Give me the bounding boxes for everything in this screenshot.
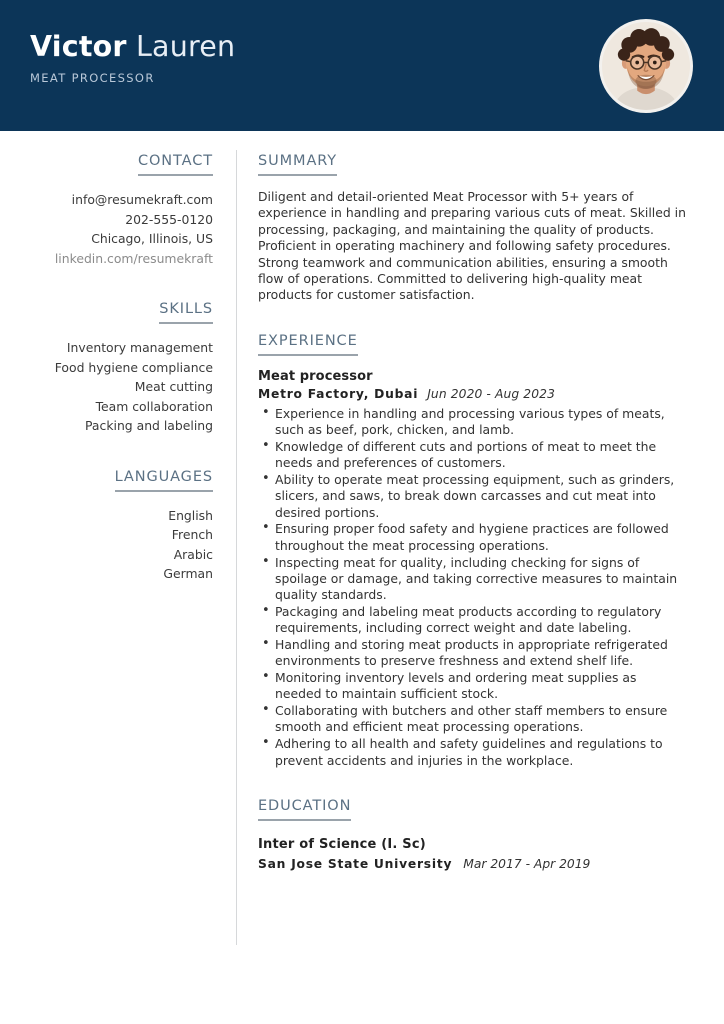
list-item: German <box>163 566 213 581</box>
contact-list <box>0 190 213 268</box>
list-item: • Knowledge of different cuts and portions of meat to meet the needs and preferences of customers. <box>275 439 686 472</box>
first-name: Victor <box>30 30 127 63</box>
profile-photo-icon <box>602 22 690 110</box>
list-item: French <box>171 527 213 542</box>
list-item: • Collaborating with butchers and other staff members to ensure smooth and efficient meat processing operations. <box>275 703 686 736</box>
languages-list <box>0 506 213 584</box>
summary-section <box>258 150 686 304</box>
contact-heading: CONTACT <box>138 153 213 176</box>
list-item: • Monitoring inventory levels and ordering meat supplies as needed to maintain sufficient stock. <box>275 670 686 703</box>
education-entry <box>258 837 686 871</box>
languages-section <box>0 466 213 584</box>
list-item: Packing and labeling <box>85 418 213 433</box>
summary-text: Diligent and detail-oriented Meat Processor with 5+ years of experience in handling and preparing various cuts of meat. Skilled in processing, packaging, and maintaining the quality of products. Proficient in operating machinery and following safety procedures. Strong teamwork and communication abilities, ensuring a smooth flow of operations. Committed to delivering high-quality meat products for customer satisfaction. <box>258 189 686 303</box>
list-item: • Ability to operate meat processing equipment, such as grinders, slicers, and saws, to break down carcasses and cut meat into desired portions. <box>275 472 686 521</box>
experience-dates: Jun 2020 - Aug 2023 <box>427 386 555 401</box>
list-item: • Packaging and labeling meat products according to regulatory requirements, including correct weight and date labeling. <box>275 604 686 637</box>
contact-section <box>0 150 213 268</box>
list-item: Food hygiene compliance <box>54 359 213 375</box>
last-name <box>127 30 136 63</box>
experience-role: Meat processor <box>258 368 373 384</box>
contact-location: Chicago, Illinois, US <box>91 231 213 246</box>
experience-company: Metro Factory, Dubai <box>258 386 419 401</box>
education-meta <box>258 857 686 871</box>
column-divider <box>236 150 237 945</box>
education-dates: Mar 2017 - Apr 2019 <box>463 856 591 871</box>
list-item: Meat cutting <box>134 379 213 394</box>
education-heading: EDUCATION <box>258 798 351 821</box>
contact-linkedin[interactable]: linkedin.com/resumekraft <box>54 250 213 266</box>
languages-heading: LANGUAGES <box>115 469 213 492</box>
last-name-text: Lauren <box>135 30 236 63</box>
contact-email[interactable]: info@resumekraft.com <box>71 192 213 207</box>
skills-list <box>0 338 213 436</box>
education-degree: Inter of Science (I. Sc) <box>258 836 426 852</box>
summary-heading: SUMMARY <box>258 153 337 176</box>
list-item: • Handling and storing meat products in appropriate refrigerated environments to preserve freshness and extend shelf life. <box>275 637 686 670</box>
list-item: • Experience in handling and processing various types of meats, such as beef, pork, chicken, and lamb. <box>275 406 686 439</box>
education-school: San Jose State University <box>258 856 453 871</box>
full-name <box>30 30 235 64</box>
main-content <box>258 150 686 897</box>
experience-entry <box>258 369 686 769</box>
list-item: Inventory management <box>66 340 213 355</box>
list-item: • Ensuring proper food safety and hygiene practices are followed throughout the meat processing operations. <box>275 521 686 554</box>
list-item: English <box>168 507 213 523</box>
avatar <box>599 19 693 113</box>
skills-section <box>0 298 213 436</box>
sidebar <box>0 150 213 614</box>
skills-heading: SKILLS <box>159 301 213 324</box>
header-text-block <box>30 30 235 85</box>
experience-heading: EXPERIENCE <box>258 333 358 356</box>
list-item: • Inspecting meat for quality, including checking for signs of spoilage or damage, and taking corrective measures to maintain quality standards. <box>275 555 686 604</box>
experience-section <box>258 330 686 769</box>
experience-bullets <box>258 406 686 769</box>
experience-meta <box>258 387 686 401</box>
education-section <box>258 795 686 871</box>
list-item: • Adhering to all health and safety guidelines and regulations to prevent accidents and injuries in the workplace. <box>275 736 686 769</box>
list-item: Team collaboration <box>95 398 213 414</box>
job-title: MEAT PROCESSOR <box>30 71 155 85</box>
resume-header <box>0 0 724 131</box>
list-item: Arabic <box>173 546 213 562</box>
contact-phone[interactable]: 202-555-0120 <box>125 211 213 227</box>
